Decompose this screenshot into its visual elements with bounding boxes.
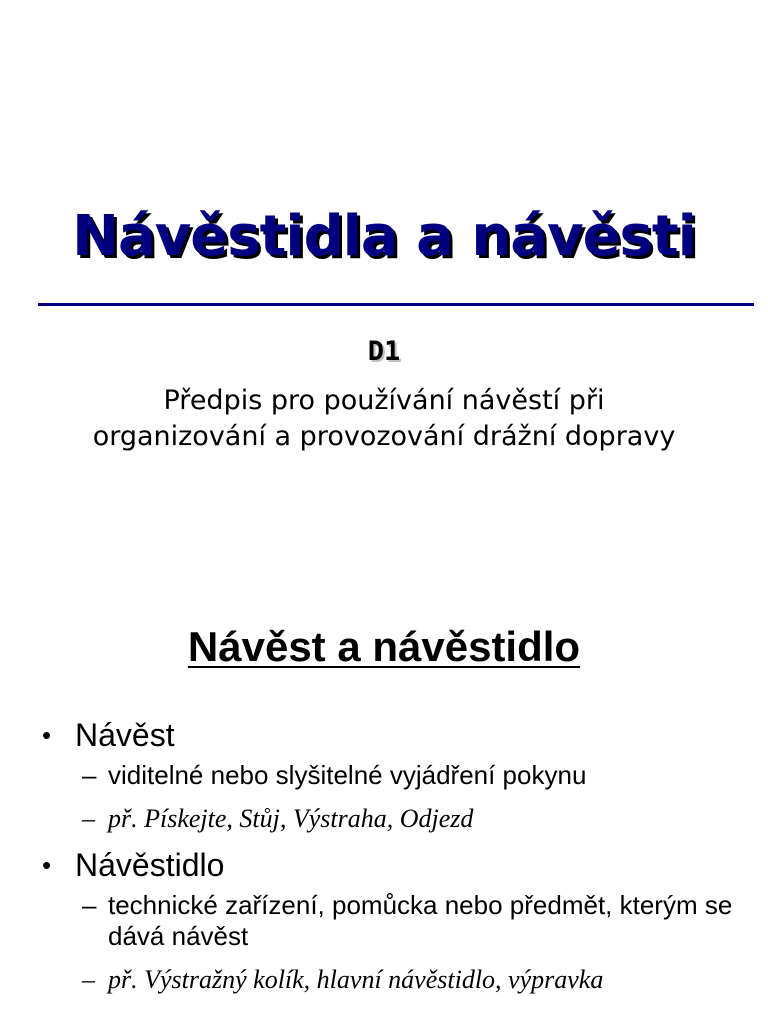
subtitle-line-2: organizování a provozování drážní dopravy — [92, 421, 676, 452]
term-definition — [42, 890, 757, 952]
subtitle-line-1: Předpis pro používání návěstí při — [163, 385, 605, 416]
term-label: Návěst — [75, 717, 175, 753]
term-example — [42, 964, 757, 995]
regulation-subtitle — [0, 383, 768, 455]
term-example — [42, 803, 757, 834]
dash-icon: – — [82, 965, 95, 994]
bullet-icon: • — [42, 720, 52, 750]
slide-definitions — [0, 512, 768, 1024]
definition-text: technické zařízení, pomůcka nebo předmět, kterým se dává návěst — [108, 890, 733, 951]
definition-item — [42, 842, 757, 995]
bullet-term — [42, 842, 757, 888]
term-definition — [42, 760, 757, 791]
dash-icon: – — [82, 760, 97, 790]
slide-definitions-heading: Návěst a návěstidlo — [187, 623, 581, 670]
bullet-term — [42, 712, 757, 758]
definition-item — [42, 712, 757, 834]
slide-title-heading: Návěstidla a návěsti — [72, 204, 696, 269]
title-divider — [38, 303, 754, 306]
dash-icon: – — [82, 890, 97, 920]
example-text: př. Pískejte, Stůj, Výstraha, Odjezd — [108, 804, 474, 833]
example-text: př. Výstražný kolík, hlavní návěstidlo, výpravka — [108, 965, 604, 994]
definition-list — [42, 712, 757, 1003]
definition-text: viditelné nebo slyšitelné vyjádření pokynu — [108, 760, 587, 790]
bullet-icon: • — [42, 850, 52, 880]
regulation-code: D1 — [367, 336, 401, 367]
term-label: Návěstidlo — [75, 847, 225, 883]
dash-icon: – — [82, 804, 95, 833]
